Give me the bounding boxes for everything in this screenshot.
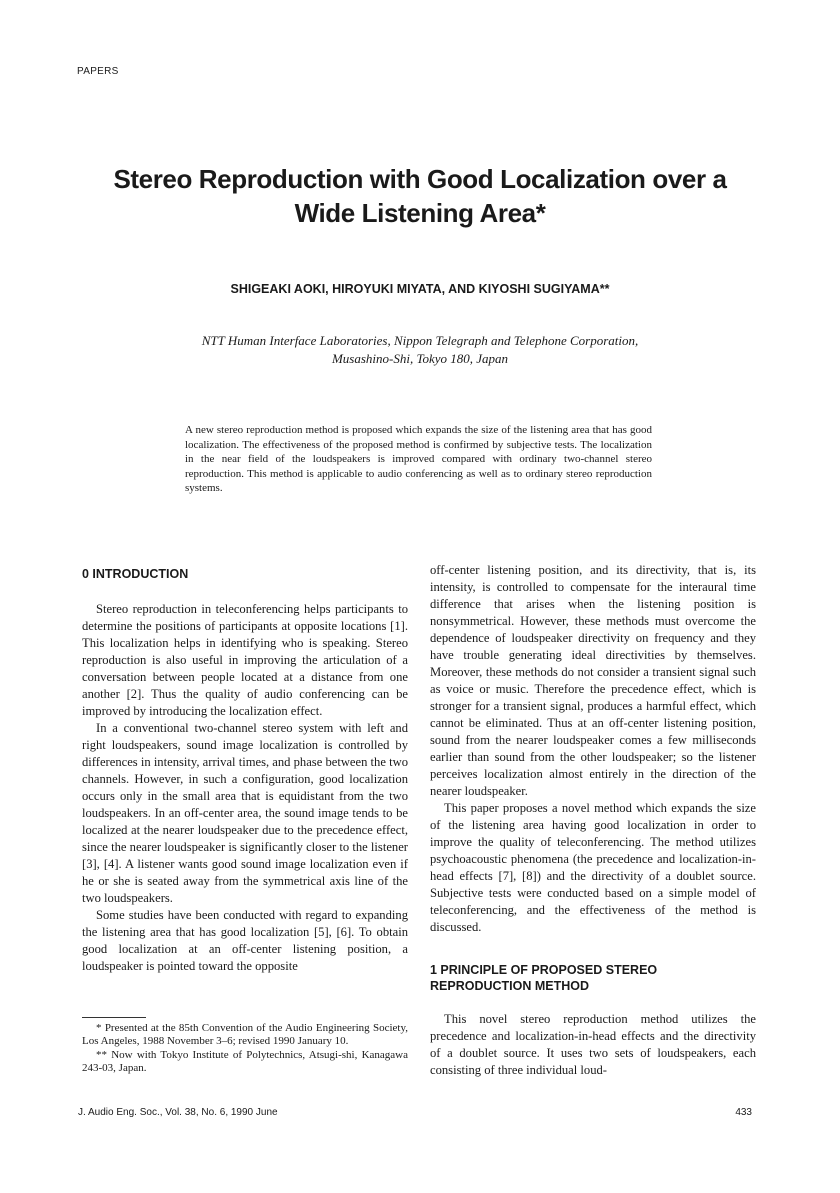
footnotes <box>82 1022 408 1076</box>
introduction-heading: 0 INTRODUCTION <box>82 567 189 581</box>
footnote-affiliation: ** Now with Tokyo Institute of Polytechnics, Atsugi-shi, Kanagawa 243-03, Japan. <box>82 1048 408 1075</box>
intro-paragraph-3-continued: off-center listening position, and its directivity, that is, its intensity, is controlled to compensate for the interaural time difference that arises when the listening position is nonsymmetrical. However, these methods must overcome the dependence of loudspeaker directivity on frequency and they have trouble generating ideal directivities by themselves. Moreover, these methods do not consider a transient signal such as voice or music. Therefore the precedence effect, which is stronger for a transient signal, produces a harmful effect, which cannot be eliminated. Thus at an off-center listening position, sound from the nearer loudspeaker comes a few milliseconds earlier than sound from the other loudspeaker; so the listener perceives localization almost entirely in the direction of the nearer loudspeaker. <box>430 563 756 798</box>
section-tag: PAPERS <box>77 66 119 77</box>
affiliation-line-1: NTT Human Interface Laboratories, Nippon Telegraph and Telephone Corporation, <box>201 333 639 348</box>
footnote-divider <box>82 1017 146 1018</box>
left-column <box>82 562 408 975</box>
intro-paragraph-1: Stereo reproduction in teleconferencing helps participants to determine the positions of participants at opposite locations [1]. This localization helps in identifying who is speaking. Stereo reproduction is also useful in improving the articulation of a conversation between people located at a distance from one another [2]. Thus the quality of audio conferencing can be improved by introducing the localization effect. <box>82 602 408 718</box>
abstract: A new stereo reproduction method is proposed which expands the size of the listening area that has good localization. The effectiveness of the proposed method is confirmed by subjective tests. The localization in the near field of the loudspeakers is improved compared with ordinary two-channel stereo reproduction. This method is applicable to audio conferencing as well as to ordinary stereo reproduction systems. <box>185 424 652 495</box>
affiliation-line-2: Musashino-Shi, Tokyo 180, Japan <box>331 351 509 366</box>
intro-paragraph-4: This paper proposes a novel method which expands the size of the listening area having good localization in order to improve the quality of teleconferencing. The method utilizes psychoacoustic phenomena (the precedence and localization-in-head effects [7], [8]) and the directivity of a doublet source. Subjective tests were conducted based on a simple model of teleconferencing, and the effectiveness of the method is discussed. <box>430 801 756 934</box>
right-column <box>430 562 756 1079</box>
journal-citation: J. Audio Eng. Soc., Vol. 38, No. 6, 1990 June <box>78 1107 278 1118</box>
page-number: 433 <box>735 1107 752 1118</box>
intro-paragraph-2: In a conventional two-channel stereo system with left and right loudspeakers, sound image localization is controlled by differences in intensity, arrival times, and phase between the two channels. However, in such a configuration, good localization occurs only in the small area that is equidistant from the two loudspeakers. In an off-center area, the sound image tends to be localized at the nearer loudspeaker due to the precedence effect, since the nearer loudspeaker is significantly closer to the listener [3], [4]. A listener wants good sound image localization even if he or she is seated away from the symmetrical axis line of the two loudspeakers. <box>82 721 408 905</box>
affiliation <box>100 332 740 368</box>
principle-paragraph-1: This novel stereo reproduction method utilizes the precedence and localization-in-head effects and the directivity of a doublet source. It uses two sets of loudspeakers, each consisting of three individual loud- <box>430 1012 756 1077</box>
principle-heading: 1 PRINCIPLE OF PROPOSED STEREO REPRODUCTION METHOD <box>430 963 658 993</box>
footnote-presented: * Presented at the 85th Convention of the Audio Engineering Society, Los Angeles, 1988 November 3–6; revised 1990 January 10. <box>82 1022 408 1048</box>
author-list: SHIGEAKI AOKI, HIROYUKI MIYATA, AND KIYOSHI SUGIYAMA** <box>230 282 610 296</box>
intro-paragraph-3: Some studies have been conducted with regard to expanding the listening area that has good localization [5], [6]. To obtain good localization at an off-center listening position, a loudspeaker is pointed toward the opposite <box>82 908 408 973</box>
paper-title: Stereo Reproduction with Good Localization over a Wide Listening Area* <box>113 164 727 228</box>
